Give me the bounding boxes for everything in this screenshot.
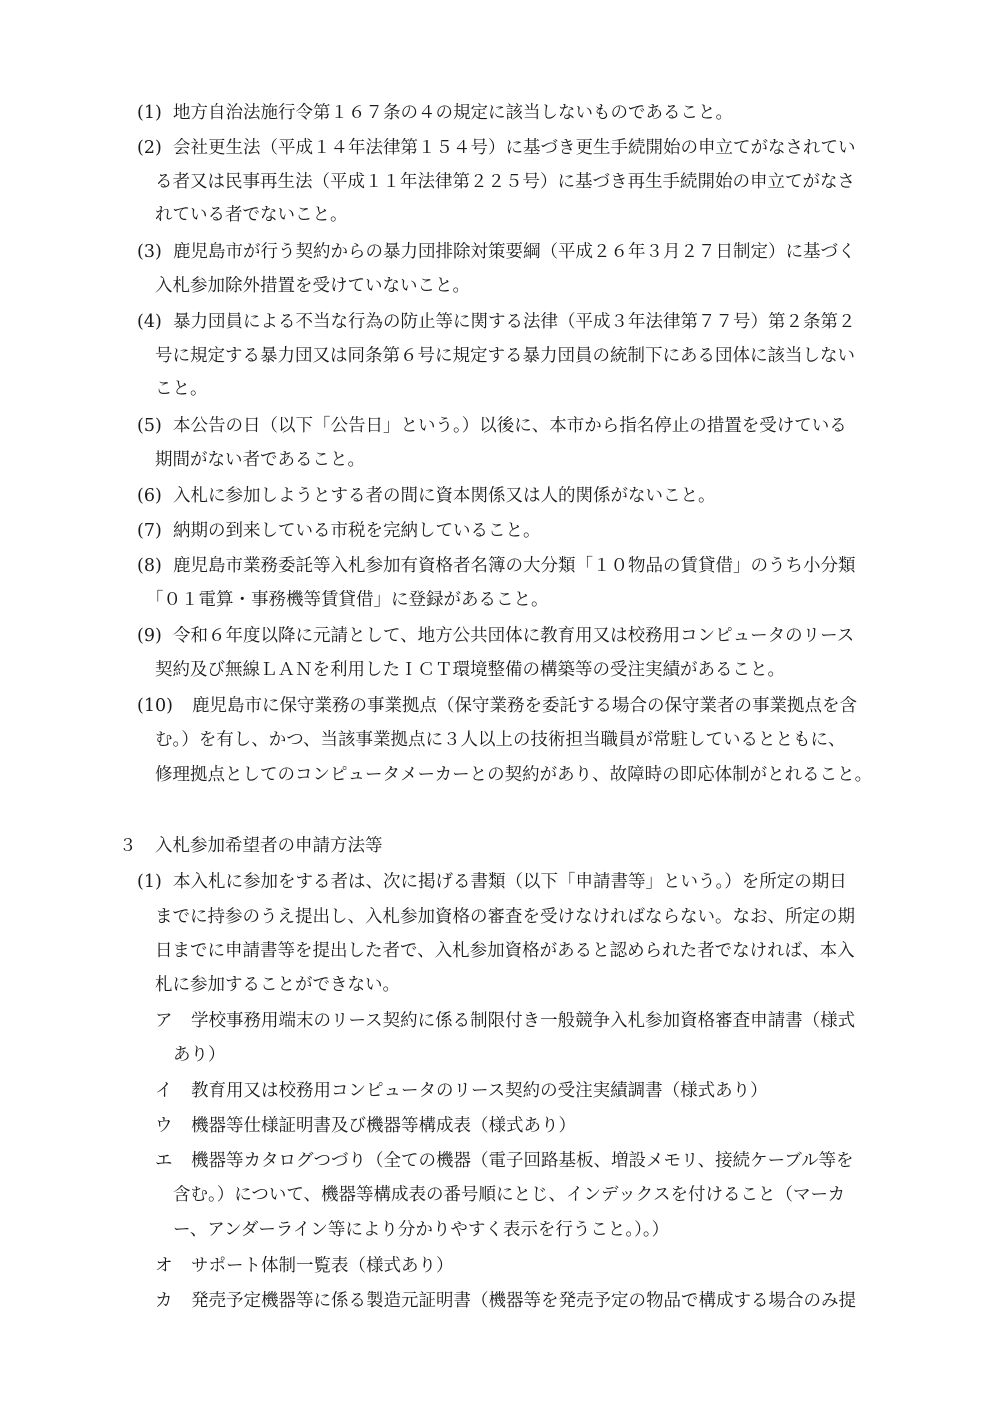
item-10-line-1: (10) 鹿児島市に保守業務の事業拠点（保守業務を委託する場合の保守業者の事業拠点を含 — [137, 696, 857, 716]
doc-u-label: ウ — [155, 1116, 173, 1136]
section-3-sub-1-line-1: (1) 本入札に参加をする者は、次に掲げる書類（以下「申請書等」という。）を所定の期日 — [137, 872, 847, 892]
item-3-number: (3) — [137, 242, 162, 262]
section-3-sub-1-line-4: 札に参加することができない。 — [155, 975, 400, 995]
item-3-line-1: (3) 鹿児島市が行う契約からの暴力団排除対策要綱（平成２６年３月２７日制定）に基づく — [137, 242, 856, 262]
doc-ka-label: カ — [155, 1291, 173, 1311]
item-8-number: (8) — [137, 556, 162, 576]
item-2-line-2: る者又は民事再生法（平成１１年法律第２２５号）に基づき再生手続開始の申立てがなさ — [155, 172, 855, 192]
item-10-line-2: む。）を有し、かつ、当該事業拠点に３人以上の技術担当職員が常駐しているとともに、 — [155, 730, 846, 750]
doc-i-line-1: イ 教育用又は校務用コンピュータのリース契約の受注実績調書（様式あり） — [155, 1081, 768, 1101]
item-2-line-3: れている者でないこと。 — [155, 205, 348, 225]
section-3-sub-1-number: (1) — [137, 872, 162, 892]
item-8-line-2: 「０１電算・事務機等賃貸借」に登録があること。 — [146, 590, 549, 610]
doc-e-line-2: 含む。）について、機器等構成表の番号順にとじ、インデックスを付けること（マーカ — [173, 1185, 846, 1205]
item-6-number: (6) — [137, 486, 162, 506]
doc-o-line-1: オ サポート体制一覧表（様式あり） — [155, 1256, 454, 1276]
item-3-line-2: 入札参加除外措置を受けていないこと。 — [155, 276, 470, 296]
section-3-sub-1-line-2: までに持参のうえ提出し、入札参加資格の審査を受けなければならない。なお、所定の期 — [155, 907, 855, 927]
item-7-number: (7) — [137, 521, 162, 541]
item-2-line-1: (2) 会社更生法（平成１４年法律第１５４号）に基づき更生手続開始の申立てがなされてい — [137, 138, 856, 158]
doc-e-label: エ — [155, 1151, 173, 1171]
section-3-title: 入札参加希望者の申請方法等 — [155, 836, 383, 856]
item-1-line-1: (1) 地方自治法施行令第１６７条の４の規定に該当しないものであること。 — [137, 103, 733, 123]
item-10-line-3: 修理拠点としてのコンピュータメーカーとの契約があり、故障時の即応体制がとれること。 — [155, 765, 873, 785]
item-2-number: (2) — [137, 138, 162, 158]
item-4-line-1: (4) 暴力団員による不当な行為の防止等に関する法律（平成３年法律第７７号）第２条第２ — [137, 312, 856, 332]
item-4-line-3: こと。 — [155, 379, 208, 399]
item-4-line-2: 号に規定する暴力団又は同条第６号に規定する暴力団員の統制下にある団体に該当しない — [155, 346, 855, 366]
item-6-line-1: (6) 入札に参加しようとする者の間に資本関係又は人的関係がないこと。 — [137, 486, 716, 506]
item-4-number: (4) — [137, 312, 162, 332]
section-3-sub-1-line-3: 日までに申請書等を提出した者で、入札参加資格があると認められた者でなければ、本入 — [155, 941, 855, 961]
item-5-line-2: 期間がない者であること。 — [155, 450, 365, 470]
item-9-line-2: 契約及び無線ＬＡＮを利用したＩＣＴ環境整備の構築等の受注実績があること。 — [155, 660, 785, 680]
item-5-number: (5) — [137, 416, 162, 436]
section-3-number: ３ — [119, 836, 137, 856]
item-8-line-1: (8) 鹿児島市業務委託等入札参加有資格者名簿の大分類「１０物品の賃貸借」のうち小分類 — [137, 556, 856, 576]
doc-o-label: オ — [155, 1256, 173, 1276]
doc-i-label: イ — [155, 1081, 173, 1101]
doc-a-line-1: ア 学校事務用端末のリース契約に係る制限付き一般競争入札参加資格審査申請書（様式 — [155, 1011, 856, 1031]
doc-u-line-1: ウ 機器等仕様証明書及び機器等構成表（様式あり） — [155, 1116, 576, 1136]
item-7-line-1: (7) 納期の到来している市税を完納していること。 — [137, 521, 541, 541]
item-5-line-1: (5) 本公告の日（以下「公告日」という。）以後に、本市から指名停止の措置を受けている — [137, 416, 847, 436]
section-3-heading — [119, 834, 383, 858]
item-9-line-1: (9) 令和６年度以降に元請として、地方公共団体に教育用又は校務用コンピュータのリース — [137, 626, 855, 646]
doc-a-line-2: あり） — [173, 1045, 226, 1065]
doc-e-line-1: エ 機器等カタログつづり（全ての機器（電子回路基板、増設メモリ、接続ケーブル等を — [155, 1151, 854, 1171]
item-9-number: (9) — [137, 626, 162, 646]
item-1-number: (1) — [137, 103, 162, 123]
doc-ka-line-1: カ 発売予定機器等に係る製造元証明書（機器等を発売予定の物品で構成する場合のみ提 — [155, 1291, 856, 1311]
item-10-number: (10) — [137, 696, 173, 716]
doc-e-line-3: ー、アンダーライン等により分かりやすく表示を行うこと。）。） — [173, 1220, 670, 1240]
doc-a-label: ア — [155, 1011, 173, 1031]
